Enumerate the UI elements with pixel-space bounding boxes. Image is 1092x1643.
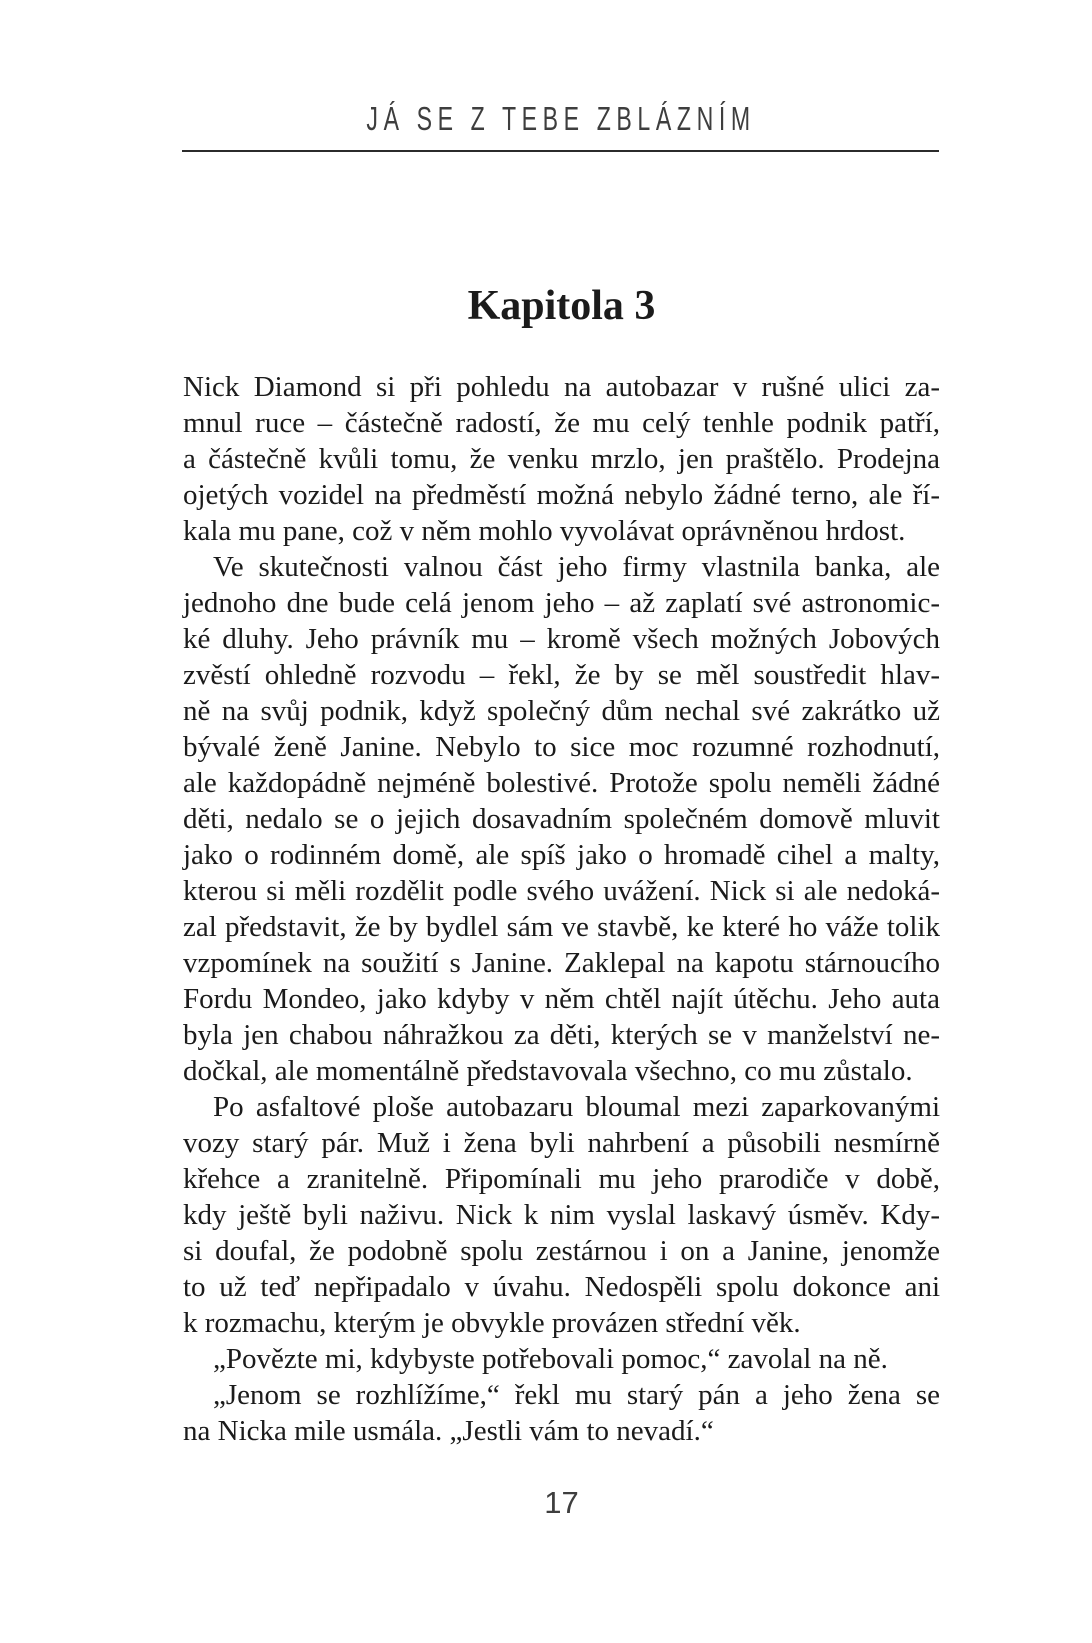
chapter-title: Kapitola 3 xyxy=(467,283,656,329)
text-line: mnul ruce – částečně radostí, že mu celý tenhle podnik patří, xyxy=(183,407,940,439)
text-line: ké dluhy. Jeho právník mu – kromě všech možných Jobových xyxy=(183,623,940,655)
text-line: ně na svůj podnik, když společný dům nechal své zakrátko už xyxy=(183,695,940,727)
paragraph xyxy=(183,1377,940,1449)
text-line: kdy ještě byli naživu. Nick k nim vyslal laskavý úsměv. Kdy- xyxy=(183,1199,940,1231)
text-line: vzpomínek na soužití s Janine. Zaklepal na kapotu stárnoucího xyxy=(183,947,940,979)
text-line: jako o rodinném domě, ale spíš jako o hromadě cihel a malty, xyxy=(183,839,940,871)
text-line: zal představit, že by bydlel sám ve stavbě, ke které ho váže tolik xyxy=(183,911,940,943)
text-line: „Povězte mi, kdybyste potřebovali pomoc,“ zavolal na ně. xyxy=(213,1343,888,1375)
text-line: Nick Diamond si při pohledu na autobazar v rušné ulici za- xyxy=(183,371,940,403)
header-rule xyxy=(182,150,939,152)
running-header-text: JÁ SE Z TEBE ZBLÁZNÍM xyxy=(366,100,757,137)
text-line: kala mu pane, což v něm mohlo vyvolávat oprávněnou hrdost. xyxy=(183,515,906,547)
text-line: ale každopádně nejméně bolestivé. Protože spolu neměli žádné xyxy=(183,767,940,799)
text-line: byla jen chabou náhražkou za děti, kterých se v manželství ne- xyxy=(183,1019,940,1051)
text-line: dočkal, ale momentálně představovala všechno, co mu zůstalo. xyxy=(183,1055,913,1087)
page-number: 17 xyxy=(544,1485,579,1520)
paragraph xyxy=(183,1089,940,1341)
text-line: kterou si měli rozdělit podle svého uvážení. Nick si ale nedoká- xyxy=(183,875,940,907)
text-line: jednoho dne bude celá jenom jeho – až zaplatí své astronomic- xyxy=(183,587,940,619)
text-line: to už teď nepřipadalo v úvahu. Nedospěli spolu dokonce ani xyxy=(183,1271,940,1303)
text-line: Fordu Mondeo, jako kdyby v něm chtěl najít útěchu. Jeho auta xyxy=(183,983,940,1015)
text-line: k rozmachu, kterým je obvykle provázen střední věk. xyxy=(183,1307,801,1339)
text-line: na Nicka mile usmála. „Jestli vám to nevadí.“ xyxy=(183,1415,714,1447)
paragraph xyxy=(183,369,940,549)
text-line: ojetých vozidel na předměstí možná nebylo žádné terno, ale ří- xyxy=(183,479,940,511)
text-line: Ve skutečnosti valnou část jeho firmy vlastnila banka, ale xyxy=(213,551,940,583)
text-line: zvěstí ohledně rozvodu – řekl, že by se měl soustředit hlav- xyxy=(183,659,940,691)
running-header xyxy=(183,100,940,138)
text-line: děti, nedalo se o jejich dosavadním společném domově mluvit xyxy=(183,803,940,835)
text-line: bývalé ženě Janine. Nebylo to sice moc rozumné rozhodnutí, xyxy=(183,731,940,763)
paragraph xyxy=(183,1341,940,1377)
paragraph xyxy=(183,549,940,1089)
text-line: a částečně kvůli tomu, že venku mrzlo, jen praštělo. Prodejna xyxy=(183,443,940,475)
text-line: „Jenom se rozhlížíme,“ řekl mu starý pán a jeho žena se xyxy=(213,1379,940,1411)
text-line: vozy starý pár. Muž i žena byli nahrbení a působili nesmírně xyxy=(183,1127,940,1159)
text-line: Po asfaltové ploše autobazaru bloumal mezi zaparkovanými xyxy=(213,1091,940,1123)
text-line: křehce a zranitelně. Připomínali mu jeho prarodiče v době, xyxy=(183,1163,940,1195)
text-line: si doufal, že podobně spolu zestárnou i on a Janine, jenomže xyxy=(183,1235,940,1267)
body-text xyxy=(183,369,940,1449)
